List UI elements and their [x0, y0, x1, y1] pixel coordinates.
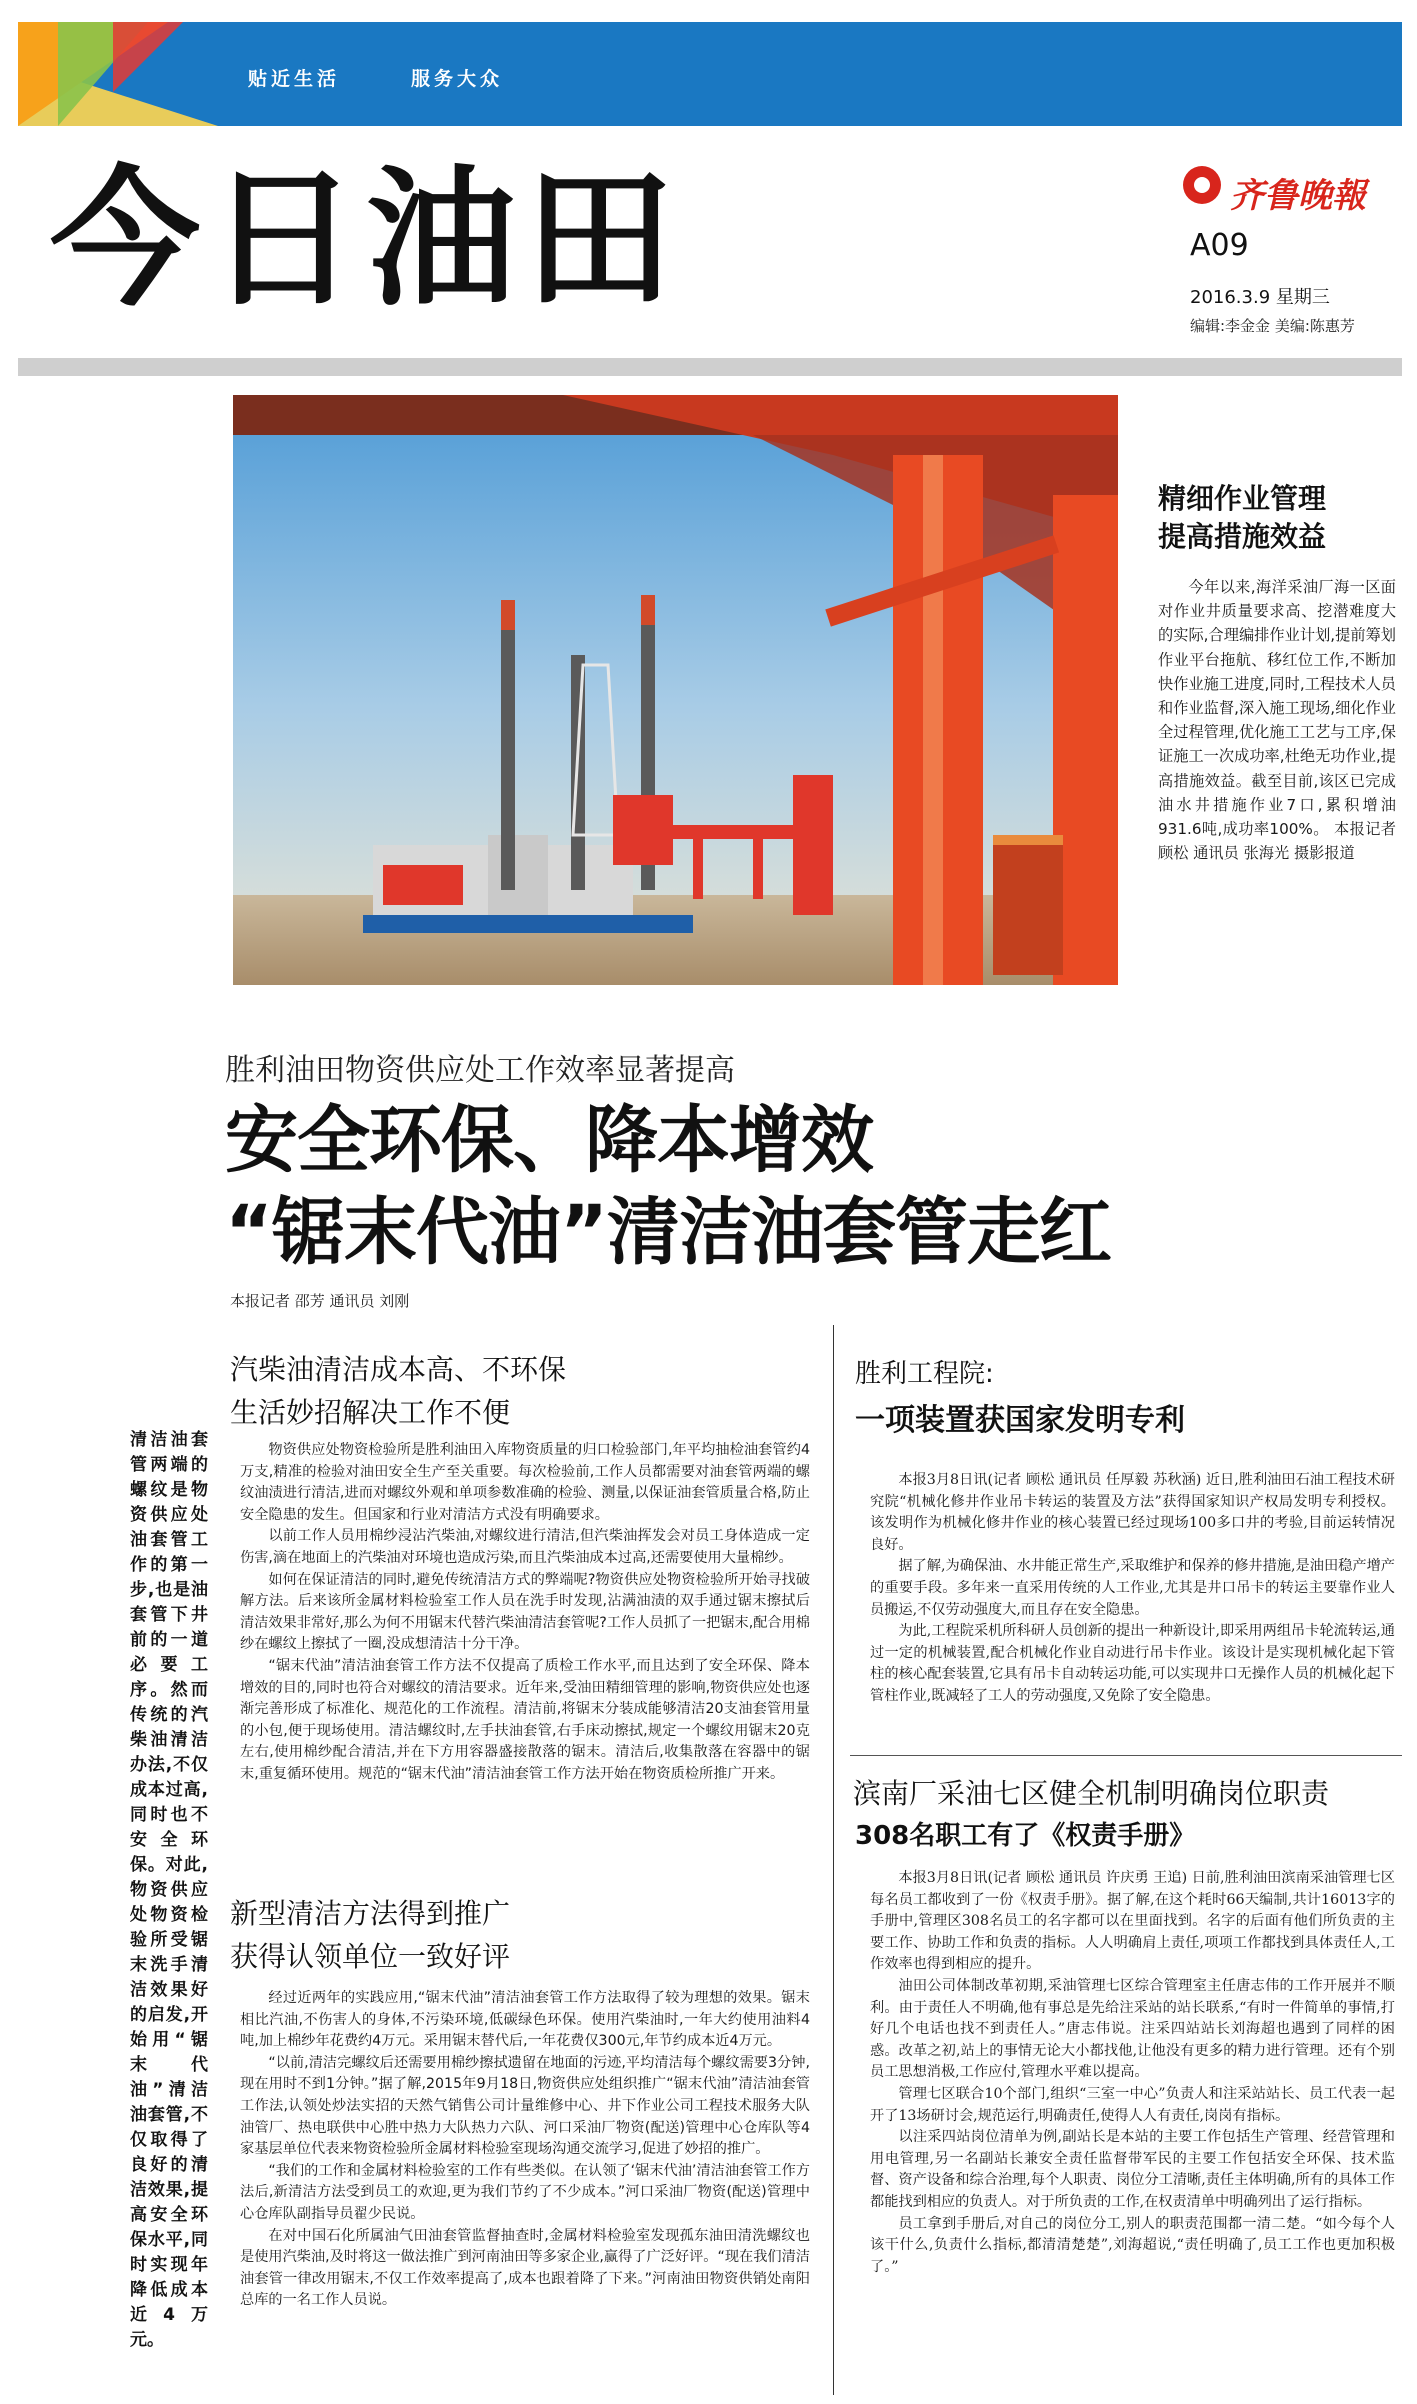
subheading-2-line1: 新型清洁方法得到推广 — [230, 1897, 511, 1930]
banner-decoration — [113, 22, 183, 92]
top-banner — [18, 22, 1402, 126]
paragraph: 物资供应处物资检验所是胜利油田入库物资质量的归口检验部门,年平均抽检油套管约4万支,精准的检验对油田安全生产至关重要。每次检验前,工作人员都需要对油套管两端的螺纹油渍进行清洁,进而对螺纹外观和单项参数准确的检验、测量,以保证油套管质量合格,防止安全隐患的发生。但国家和行业对清洁方式没有明确要求。 — [240, 1442, 810, 1523]
section-2-body — [240, 1988, 810, 2312]
oil-platform-photo — [233, 395, 1118, 985]
newspaper-logo-icon — [1183, 166, 1221, 204]
banner-slogan-left: 贴近生活 — [248, 68, 341, 90]
main-story-headline — [225, 1095, 1111, 1279]
photo-illustration — [233, 395, 1118, 985]
banner-slogan-right: 服务大众 — [411, 68, 504, 90]
feature-headline-line2: 提高措施效益 — [1158, 520, 1327, 553]
paragraph: 以前工作人员用棉纱浸沾汽柴油,对螺纹进行清洁,但汽柴油挥发会对员工身体造成一定伤害,滴在地面上的汽柴油对环境也造成污染,而且汽柴油成本过高,还需要使用大量棉纱。 — [240, 1528, 810, 1566]
paragraph: 如何在保证清洁的同时,避免传统清洁方式的弊端呢?物资供应处物资检验所开始寻找破解方法。后来该所金属材料检验室工作人员在洗手时发现,沾满油渍的双手通过锯末擦拭后清洁效果非常好,那么为何不用锯末代替汽柴油清洁套管呢?工作人员抓了一把锯末,配合用棉纱在螺纹上擦拭了一圈,没成想清洁十分干净。 — [240, 1571, 810, 1653]
paragraph: 为此,工程院采机所科研人员创新的提出一种新设计,即采用两组吊卡轮流转运,通过一定的机械装置,配合机械化作业自动进行吊卡作业。该设计是实现机械化起下管柱的核心配套装置,它具有吊卡自动转运功能,可以实现井口无操作人员的机械化起下管柱作业,既减轻了工人的劳动强度,又免除了安全隐患。 — [870, 1623, 1395, 1704]
paragraph: 本报3月8日讯(记者 顾松 通讯员 任厚毅 苏秋涵) 近日,胜利油田石油工程技术研究院“机械化修井作业吊卡转运的装置及方法”获得国家知识产权局发明专利授权。该发明作为机械化修井作业的核心装置已经过现场100多口井的考验,目前运转情况良好。 — [870, 1472, 1395, 1553]
subheading-1-line2: 生活妙招解决工作不便 — [230, 1396, 511, 1429]
section-1-body — [240, 1440, 810, 1786]
page-number: A09 — [1190, 228, 1249, 263]
story-1-kicker: 胜利工程院: — [855, 1359, 994, 1389]
paragraph: 本报3月8日讯(记者 顾松 通讯员 许庆勇 王追) 日前,胜利油田滨南采油管理七区每名员工都收到了一份《权责手册》。据了解,在这个耗时66天编制,共计16013字的手册中,管理区308名员工的名字都可以在里面找到。名字的后面有他们所负责的主要工作、协助工作和负责的指标。人人明确肩上责任,项项工作都找到具体责任人,工作效率也得到相应的提升。 — [870, 1870, 1395, 1973]
story-2-body — [870, 1868, 1395, 2278]
story-2-kicker: 滨南厂采油七区健全机制明确岗位职责 — [853, 1777, 1330, 1810]
newspaper-name: 齐鲁晚報 — [1230, 176, 1366, 216]
page-title: 今日油田 — [50, 153, 683, 327]
paragraph: “锯末代油”清洁油套管工作方法不仅提高了质检工作水平,而且达到了安全环保、降本增效的目的,同时也符合对螺纹的清洁要求。近年来,受油田精细管理的影响,物资供应处也逐渐完善形成了标准化、规范化的工作流程。清洁前,将锯末分装成能够清洁20支油套管用量的小包,便于现场使用。清洁螺纹时,左手扶油套管,右手床动擦拭,规定一个螺纹用锯末20克左右,使用棉纱配合清洁,并在下方用容器盛接散落的锯末。清洁后,收集散落在容器中的锯末,重复循环使用。规范的“锯末代油”清洁油套管工作方法开始在物资质检所推广开来。 — [240, 1657, 810, 1782]
paragraph: 以注采四站岗位清单为例,副站长是本站的主要工作包括生产管理、经营管理和用电管理,另一名副站长兼安全责任监督带军民的主要工作包括安全环保、技术监督、资产设备和综合治理,每个人职责、岗位分工清晰,责任主体明确,所有的具体工作都能找到相应的负责人。对于所负责的工作,在权责清单中明确列出了运行指标。 — [870, 2129, 1395, 2210]
paragraph: 在对中国石化所属油气田油套管监督抽查时,金属材料检验室发现孤东油田清洗螺纹也是使用汽柴油,及时将这一做法推广到河南油田等多家企业,赢得了广泛好评。“现在我们清洁油套管一律改用锯末,不仅工作效率提高了,成本也跟着降了下来。”河南油田物资供销处南阳总库的一名工作人员说。 — [240, 2227, 810, 2309]
subheading-2-line2: 获得认领单位一致好评 — [230, 1940, 511, 1973]
story-1-body — [870, 1470, 1395, 1708]
main-headline-line2: “锯末代油”清洁油套管走红 — [225, 1190, 1111, 1275]
paragraph: 据了解,为确保油、水井能正常生产,采取维护和保养的修井措施,是油田稳产增产的重要手段。多年来一直采用传统的人工作业,尤其是井口吊卡的转运主要靠作业人员搬运,不仅劳动强度大,而且存在安全隐患。 — [870, 1558, 1395, 1618]
paragraph: “我们的工作和金属材料检验室的工作有些类似。在认领了‘锯末代油’清洁油套管工作方法后,新清洁方法受到员工的欢迎,更为我们节约了不少成本。”河口采油厂物资(配送)管理中心仓库队副指导员翟少民说。 — [240, 2162, 810, 2222]
paragraph: 管理七区联合10个部门,组织“三室一中心”负责人和注采站站长、员工代表一起开了13场研讨会,规范运行,明确责任,使得人人有责任,岗岗有指标。 — [870, 2085, 1395, 2124]
main-story-kicker: 胜利油田物资供应处工作效率显著提高 — [225, 1053, 735, 1088]
story-1-headline: 一项装置获国家发明专利 — [855, 1403, 1185, 1438]
main-story-summary: 清洁油套管两端的螺纹是物资供应处油套管工作的第一步,也是油套管下井前的一道必要工序。然而传统的汽柴油清洁办法,不仅成本过高,同时也不安全环保。对此,物资供应处物资检验所受锯末洗手清洁效果好的启发,开始用“锯末代油”清洁油套管,不仅取得了良好的清洁效果,提高安全环保水平,同时实现年降低成本近4万元。 — [130, 1430, 208, 2350]
paragraph: “以前,清洁完螺纹后还需要用棉纱擦拭遗留在地面的污迹,平均清洁每个螺纹需要3分钟,现在用时不到1分钟。”据了解,2015年9月18日,物资供应处组织推广“锯末代油”清洁油套管工作法,认领处炒法实招的天然气销售公司计量维修中心、井下作业公司工程技术服务大队油管厂、热电联供中心胜中热力大队热力六队、河口采油厂物资(配送)管理中心仓库队等4家基层单位代表来物资检验所金属材料检验室现场沟通交流学习,促进了妙招的推广。 — [240, 2054, 810, 2158]
feature-headline-line1: 精细作业管理 — [1158, 482, 1327, 515]
editors-credit: 编辑:李金金 美编:陈惠芳 — [1190, 317, 1355, 335]
column-divider — [833, 1325, 834, 2395]
paragraph: 员工拿到手册后,对自己的岗位分工,别人的职责范围都一清二楚。“如今每个人该干什么,负责什么指标,都清清楚楚”,刘海超说,“责任明确了,员工工作也更加积极了。” — [870, 2215, 1395, 2275]
subheading-1-line1: 汽柴油清洁成本高、不环保 — [230, 1353, 567, 1386]
story-2-headline: 308名职工有了《权责手册》 — [855, 1821, 1196, 1851]
feature-body: 今年以来,海洋采油厂海一区面对作业井质量要求高、挖潜难度大的实际,合理编排作业计划,提前筹划作业平台拖航、移红位工作,不断加快作业施工进度,同时,工程技术人员和作业监督,深入施工现场,细化作业全过程管理,优化施工工艺与工序,保证施工一次成功率,杜绝无功作业,提高措施效益。截至目前,该区已完成油水井措施作业7口,累积增油931.6吨,成功率100%。 本报记者 顾松 通讯员 张海光 摄影报道 — [1158, 578, 1396, 863]
paragraph: 油田公司体制改革初期,采油管理七区综合管理室主任唐志伟的工作开展并不顺利。由于责任人不明确,他有事总是先给注采站的站长联系,“有时一件简单的事情,打好几个电话也找不到责任人。”唐志伟说。注采四站站长刘海超也遇到了同样的困惑。改革之初,站上的事情无论大小都找他,让他没有更多的精力进行管理。还有个别员工思想消极,工作应付,管理水平难以提高。 — [870, 1977, 1395, 2081]
feature-headline — [1158, 480, 1398, 556]
header-divider — [18, 358, 1402, 376]
main-headline-line1: 安全环保、降本增效 — [225, 1098, 873, 1183]
paragraph: 经过近两年的实践应用,“锯末代油”清洁油套管工作方法取得了较为理想的效果。锯末相比汽油,不伤害人的身体,不污染环境,低碳绿色环保。使用汽柴油时,一年大约使用油料4吨,加上棉纱年花费约4万元。采用锯末替代后,一年花费仅300元,年节约成本近4万元。 — [240, 1990, 810, 2050]
main-story-byline: 本报记者 邵芳 通讯员 刘刚 — [230, 1292, 410, 1310]
story-divider — [850, 1755, 1402, 1756]
subheading-2 — [230, 1892, 795, 1978]
subheading-1 — [230, 1348, 795, 1434]
issue-date: 2016.3.9 星期三 — [1190, 287, 1330, 308]
